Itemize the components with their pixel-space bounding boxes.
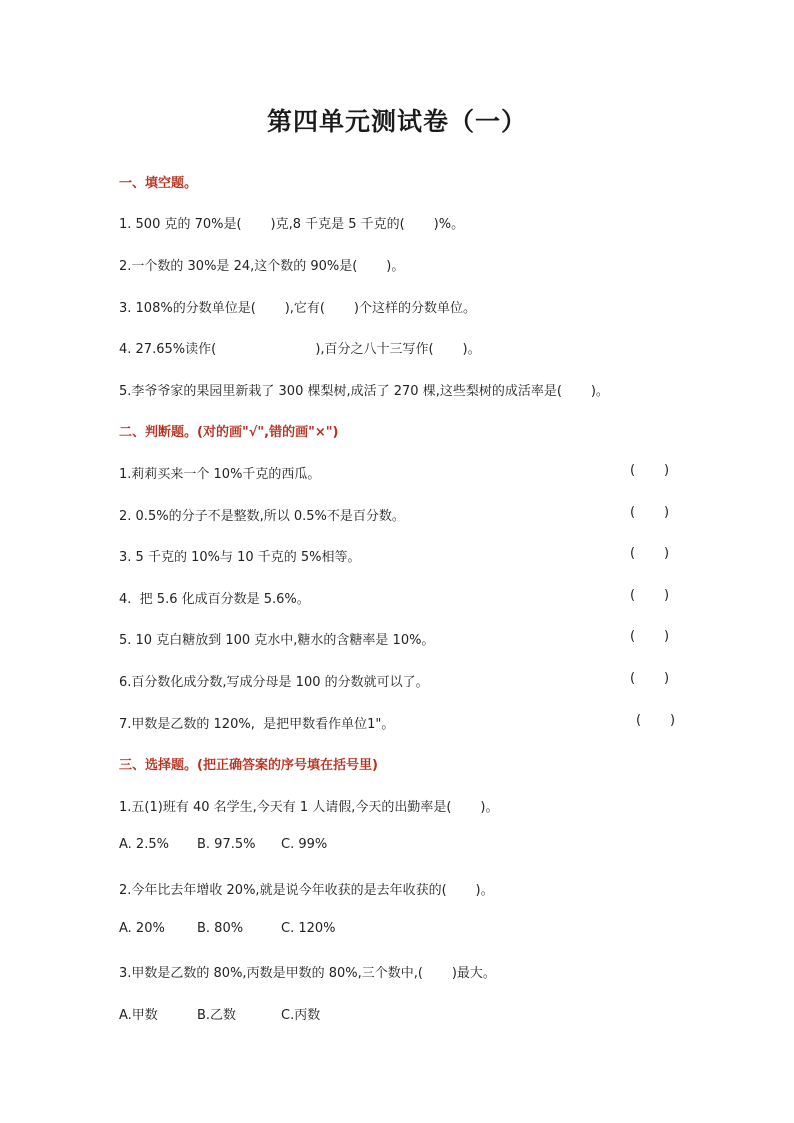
question-1-3: 3. 108%的分数单位是( ),它有( )个这样的分数单位。 bbox=[119, 301, 476, 316]
question-2-7: 7.甲数是乙数的 120%, 是把甲数看作单位1"。 bbox=[119, 717, 395, 732]
answer-bracket-2-2: ( ) bbox=[630, 505, 670, 520]
section-heading-true-false: 二、判断题。(对的画"√",错的画"×") bbox=[119, 425, 339, 440]
question-3-3: 3.甲数是乙数的 80%,丙数是甲数的 80%,三个数中,( )最大。 bbox=[119, 966, 496, 981]
question-2-2: 2. 0.5%的分子不是整数,所以 0.5%不是百分数。 bbox=[119, 509, 405, 524]
option-3-3-a: A.甲数 bbox=[119, 1008, 158, 1023]
question-3-2: 2.今年比去年增收 20%,就是说今年收获的是去年收获的( )。 bbox=[119, 883, 494, 898]
question-3-1: 1.五(1)班有 40 名学生,今天有 1 人请假,今天的出勤率是( )。 bbox=[119, 800, 499, 815]
question-1-4: 4. 27.65%读作( ),百分之八十三写作( )。 bbox=[119, 342, 481, 357]
question-2-6: 6.百分数化成分数,写成分母是 100 的分数就可以了。 bbox=[119, 675, 429, 690]
option-3-3-b: B.乙数 bbox=[197, 1008, 237, 1023]
option-3-1-c: C. 99% bbox=[281, 837, 328, 852]
option-3-2-a: A. 20% bbox=[119, 921, 165, 936]
section-heading-multiple-choice: 三、选择题。(把正确答案的序号填在括号里) bbox=[119, 758, 378, 773]
answer-bracket-2-1: ( ) bbox=[630, 463, 670, 478]
answer-bracket-2-4: ( ) bbox=[630, 588, 670, 603]
question-1-5: 5.李爷爷家的果园里新栽了 300 棵梨树,成活了 270 棵,这些梨树的成活率是( )。 bbox=[119, 384, 609, 399]
section-heading-fill-in: 一、填空题。 bbox=[119, 176, 198, 191]
option-3-3-c: C.丙数 bbox=[281, 1008, 321, 1023]
question-1-1: 1. 500 克的 70%是( )克,8 千克是 5 千克的( )%。 bbox=[119, 217, 465, 232]
answer-bracket-2-5: ( ) bbox=[630, 629, 670, 644]
option-3-2-c: C. 120% bbox=[281, 921, 336, 936]
question-2-3: 3. 5 千克的 10%与 10 千克的 5%相等。 bbox=[119, 550, 361, 565]
answer-bracket-2-7: ( ) bbox=[636, 713, 676, 728]
question-2-4: 4. 把 5.6 化成百分数是 5.6%。 bbox=[119, 592, 310, 607]
option-3-1-a: A. 2.5% bbox=[119, 837, 169, 852]
question-2-5: 5. 10 克白糖放到 100 克水中,糖水的含糖率是 10%。 bbox=[119, 633, 435, 648]
answer-bracket-2-3: ( ) bbox=[630, 546, 670, 561]
option-3-1-b: B. 97.5% bbox=[197, 837, 256, 852]
option-3-2-b: B. 80% bbox=[197, 921, 244, 936]
page-title: 第四单元测试卷（一） bbox=[266, 107, 527, 136]
answer-bracket-2-6: ( ) bbox=[630, 671, 670, 686]
question-1-2: 2.一个数的 30%是 24,这个数的 90%是( )。 bbox=[119, 259, 405, 274]
question-2-1: 1.莉莉买来一个 10%千克的西瓜。 bbox=[119, 467, 321, 482]
